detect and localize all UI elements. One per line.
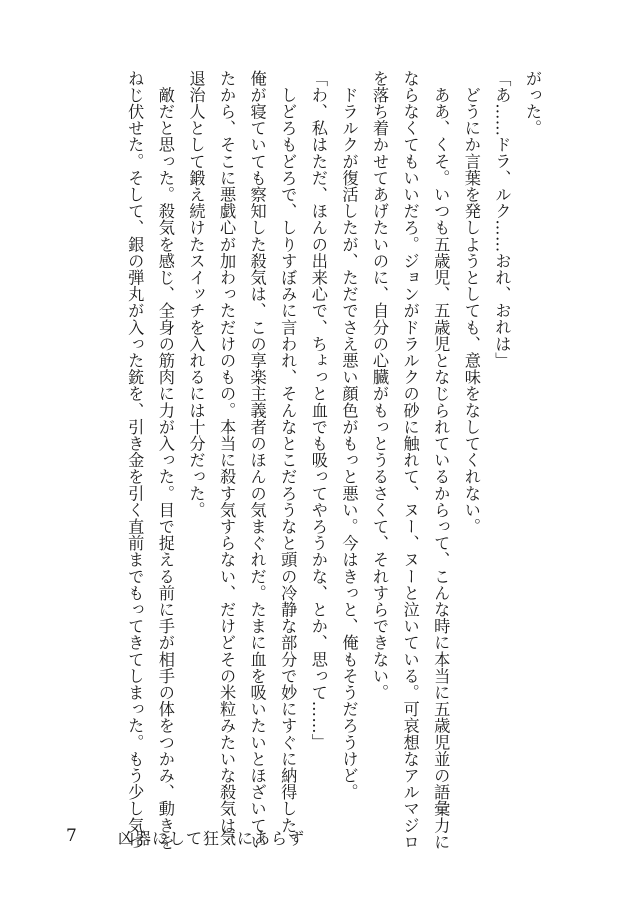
running-title: 凶器にして狂気にあらず (118, 829, 306, 848)
text-line: しどろもどろで、しりすぼみに言われ、そんなとこだろうなと頭の冷静な部分で妙にすぐに納得した。 (278, 70, 298, 851)
text-line: たから、そこに悪戯心が加わっただけのもの。本当に殺す気すらない、だけどその米粒みたいな殺気は、 (217, 70, 237, 851)
text-line: ああ、くそ。いつも五歳児、五歳児となじられているからって、こんな時に本当に五歳児並の語彙力に (431, 70, 451, 851)
text-line: ドラルクが復活したが、ただでさえ悪い顔色がもっと悪い。今はきっと、俺もそうだろうけど。 (339, 70, 359, 801)
text-line: どうにか言葉を発しようとしても、意味をなしてくれない。 (461, 70, 481, 535)
text-line: を落ち着かせてあげたいのに、自分の心臓がもっとうるさくて、それすらできない。 (370, 70, 390, 701)
text-line: ならなくてもいいだろ。ジョンがドラルクの砂に触れて、ヌー、ヌーと泣いている。可哀想なアルマジロ (400, 70, 420, 851)
text-line: 「あ……ドラ、ルク……おれ、おれは」 (492, 70, 512, 369)
text-line: 「わ、私はただ、ほんの出来心で、ちょっと血でも吸ってやろうかな、とか、思って……」 (308, 70, 328, 751)
text-line: 俺が寝ていても察知した殺気は、この享楽主義者のほんの気まぐれだ。たまに血を吸いたいとほざいてい (247, 70, 267, 851)
text-line: 敵だと思った。殺気を感じ、全身の筋肉に力が入った。目で捉える前に手が相手の体をつかみ、動きを (155, 70, 175, 851)
text-line: 退治人として鍛え続けたスイッチを入れるには十分だった。 (186, 70, 206, 519)
text-line: がった。 (523, 70, 542, 137)
text-line: ねじ伏せた。そして、銀の弾丸が入った銃を、引き金を引く直前までもってきてしまった。もう少し気づ (125, 70, 145, 851)
page-number: 7 (66, 826, 77, 846)
